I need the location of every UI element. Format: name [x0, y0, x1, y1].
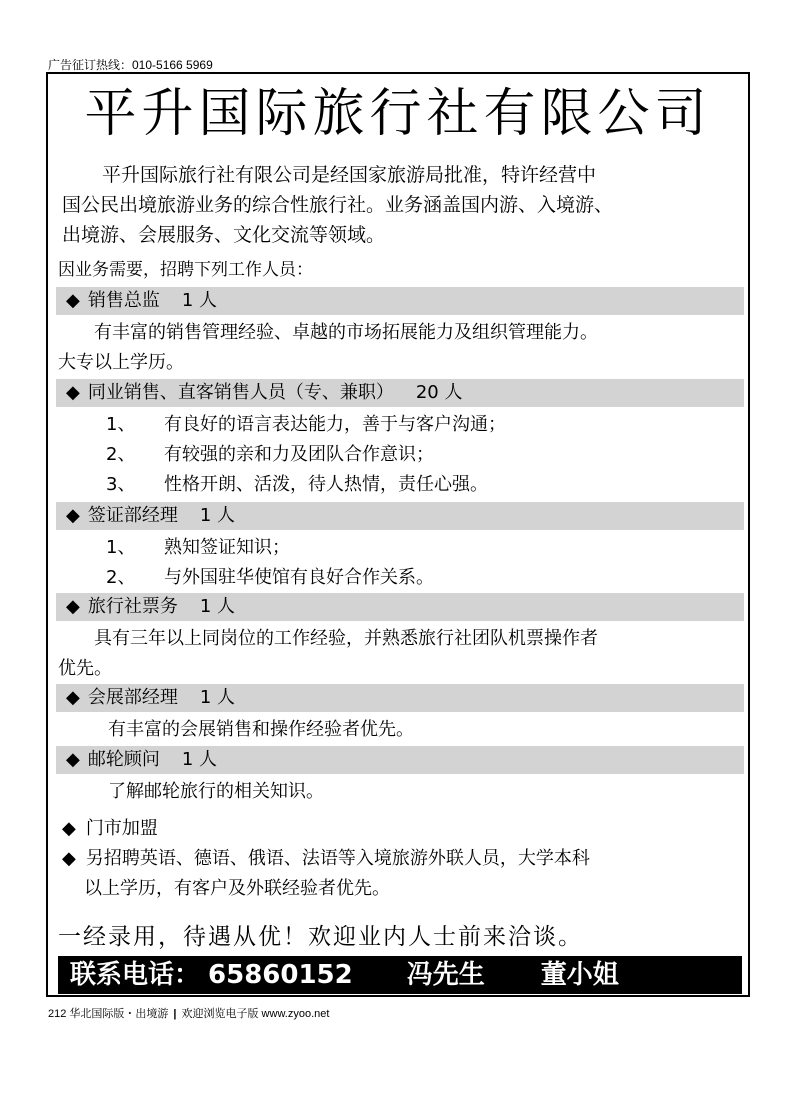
item-text: 性格开朗、活泼，待人热情，责任心强。	[164, 474, 488, 495]
contact-name-1: 冯先生	[406, 960, 485, 990]
diamond-bullet-icon: ◆	[66, 382, 80, 403]
desc-line: 优先。	[58, 658, 112, 679]
item-number: 2、	[106, 567, 136, 588]
requirement-item	[106, 440, 434, 470]
item-text: 与外国驻华使馆有良好合作关系。	[164, 567, 434, 588]
position-header-ticketing	[56, 593, 744, 621]
item-number: 1、	[106, 414, 136, 435]
position-header-cruise-consultant	[56, 746, 744, 774]
contact-name-2: 董小姐	[540, 960, 619, 990]
intro-line-3: 出境游、会展服务、文化交流等领域。	[62, 224, 386, 246]
position-count: 1 人	[181, 290, 218, 311]
position-count: 1 人	[199, 687, 236, 708]
ad-frame	[46, 72, 750, 997]
intro-line-1: 平升国际旅行社有限公司是经国家旅游局批准，特许经营中	[102, 164, 597, 186]
position-count: 1 人	[199, 505, 236, 526]
position-header-sales-director	[56, 287, 744, 315]
position-count: 1 人	[181, 749, 218, 770]
diamond-bullet-icon: ◆	[66, 687, 80, 708]
item-number: 3、	[106, 474, 136, 495]
contact-phone: 65860152	[208, 960, 353, 990]
company-title: 平升国际旅行社有限公司	[84, 84, 712, 144]
recruit-intro: 因业务需要，招聘下列工作人员：	[58, 260, 313, 280]
position-desc-exhibition-manager	[58, 715, 742, 745]
desc-line: 有丰富的销售管理经验、卓越的市场拓展能力及组织管理能力。	[94, 322, 598, 343]
slogan: 一经录用，待遇从优！欢迎业内人士前来洽谈。	[58, 924, 583, 950]
item-text: 熟知签证知识；	[164, 537, 290, 558]
position-desc-sales-director	[58, 318, 742, 378]
position-header-sales-staff	[56, 379, 744, 407]
page-footer	[48, 1005, 329, 1021]
company-intro	[62, 160, 742, 250]
foreign-line-2: 以上学历，有客户及外联经验者优先。	[84, 878, 390, 899]
diamond-bullet-icon: ◆	[66, 749, 80, 770]
diamond-bullet-icon: ◆	[62, 848, 76, 869]
ad-hotline: 广告征订热线：010-5166 5969	[48, 58, 213, 72]
position-count: 1 人	[199, 596, 236, 617]
position-count: 20 人	[415, 382, 463, 403]
desc-line: 大专以上学历。	[58, 352, 184, 373]
diamond-bullet-icon: ◆	[66, 505, 80, 526]
desc-line: 具有三年以上同岗位的工作经验，并熟悉旅行社团队机票操作者	[94, 628, 598, 649]
position-desc-ticketing	[58, 624, 742, 684]
foreign-liaison-item	[62, 844, 742, 904]
contact-label: 联系电话：	[70, 960, 201, 990]
item-text: 有较强的亲和力及团队合作意识；	[164, 444, 434, 465]
position-header-exhibition-manager	[56, 684, 744, 712]
position-title: 邮轮顾问	[87, 749, 160, 770]
footer-page-info: 212 华北国际版・出境游	[48, 1008, 169, 1020]
intro-line-2: 国公民出境旅游业务的综合性旅行社。业务涵盖国内游、入境游、	[62, 194, 614, 216]
item-text: 有良好的语言表达能力，善于与客户沟通；	[164, 414, 506, 435]
franchise-text: 门市加盟	[85, 818, 158, 839]
position-title: 同业销售、直客销售人员（专、兼职）	[87, 382, 394, 403]
item-number: 1、	[106, 537, 136, 558]
requirement-item	[106, 470, 488, 500]
diamond-bullet-icon: ◆	[66, 596, 80, 617]
footer-website: 欢迎浏览电子版 www.zyoo.net	[181, 1008, 330, 1020]
requirement-item	[106, 533, 290, 563]
desc-line: 有丰富的会展销售和操作经验者优先。	[108, 719, 414, 740]
diamond-bullet-icon: ◆	[66, 290, 80, 311]
position-header-visa-manager	[56, 502, 744, 530]
position-title: 会展部经理	[87, 687, 178, 708]
requirement-item	[106, 563, 434, 593]
diamond-bullet-icon: ◆	[62, 818, 76, 839]
item-number: 2、	[106, 444, 136, 465]
desc-line: 了解邮轮旅行的相关知识。	[108, 781, 324, 802]
position-title: 旅行社票务	[87, 596, 178, 617]
footer-separator: |	[173, 1008, 177, 1020]
position-title: 销售总监	[87, 290, 160, 311]
requirement-item	[106, 410, 506, 440]
franchise-item	[62, 814, 158, 844]
position-title: 签证部经理	[87, 505, 178, 526]
foreign-line-1: 另招聘英语、德语、俄语、法语等入境旅游外联人员，大学本科	[85, 848, 590, 869]
contact-bar	[58, 956, 742, 994]
position-desc-cruise-consultant	[58, 777, 742, 807]
